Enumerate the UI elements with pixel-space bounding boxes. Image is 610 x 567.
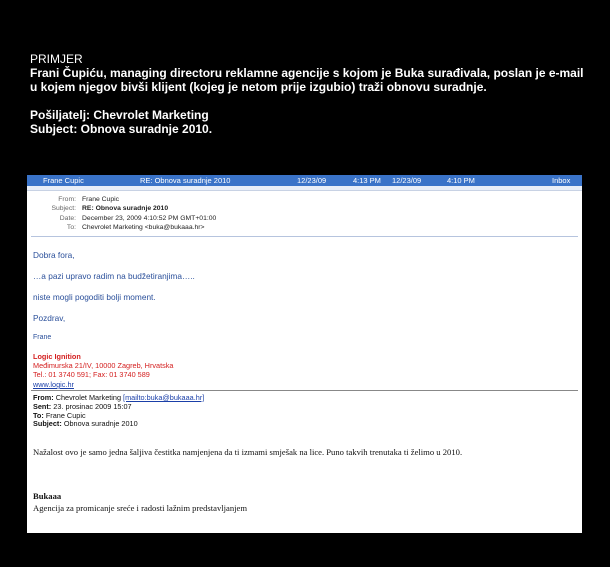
intro-subject: Subject: Obnova suradnje 2010. — [30, 122, 213, 136]
header-subject — [27, 204, 582, 213]
intro-gap — [30, 94, 600, 108]
reply-line-1: …a pazi upravo radim na budžetiranjima….. — [33, 271, 195, 281]
pane-divider[interactable] — [27, 186, 582, 191]
intro-line-1: Frani Čupiću, managing directoru reklamne agencije s kojom je Buka surađivala, poslan je e-mail — [30, 66, 584, 80]
fwd-from-label: From: — [33, 393, 54, 402]
fwd-sent-value: 23. prosinac 2009 15:07 — [53, 401, 132, 411]
message-list-row[interactable] — [27, 175, 582, 186]
fwd-sig-desc: Agencija za promicanje sreće i radosti lažnim predstavljanjem — [33, 503, 248, 513]
header-to-value[interactable]: Chevrolet Marketing <buka@bukaaa.hr> — [82, 223, 205, 231]
fwd-sig-name: Bukaaa — [33, 491, 62, 501]
fwd-to-value: Frane Cupic — [45, 410, 86, 420]
header-rule — [31, 236, 578, 237]
message-from: Frane Cupic — [43, 176, 84, 185]
message-headers — [27, 195, 582, 232]
header-to-label: To: — [66, 223, 76, 231]
intro-sender: Pošiljatelj: Chevrolet Marketing — [30, 108, 209, 122]
company-signature — [33, 353, 173, 379]
fwd-to-label: To: — [33, 410, 44, 420]
reply-closing: Pozdrav, — [33, 313, 66, 323]
fwd-body: Nažalost ovo je samo jedna šaljiva čestitka namjenjena da ti izmami smješak na lice. Puno takvih trenutaka ti želimo u 2010. — [33, 447, 463, 457]
fwd-subject-label: Subject: — [33, 419, 62, 429]
intro-text — [30, 52, 600, 136]
header-from — [27, 195, 582, 204]
header-to — [27, 223, 582, 232]
message-date-sent: 12/23/09 — [297, 176, 327, 185]
message-date-received: 12/23/09 — [392, 176, 422, 185]
quote-separator — [31, 390, 578, 391]
header-date-value: December 23, 2009 4:10:52 PM GMT+01:00 — [82, 214, 217, 222]
company-phone: Tel.: 01 3740 591; Fax: 01 3740 589 — [33, 369, 150, 379]
message-time-sent: 4:13 PM — [353, 176, 381, 185]
company-name: Logic Ignition — [33, 352, 81, 361]
header-subject-value: RE: Obnova suradnje 2010 — [82, 205, 169, 213]
fwd-mailto-link[interactable]: [mailto:buka@bukaaa.hr] — [123, 393, 205, 402]
forwarded-headers — [33, 394, 204, 429]
header-date — [27, 214, 582, 223]
header-date-label: Date: — [59, 214, 76, 222]
email-window — [27, 175, 582, 533]
intro-line-2: u kojem njegov bivši klijent (kojeg je netom prije izgubio) traži obnovu suradnje. — [30, 80, 487, 94]
fwd-from-name: Chevrolet Marketing — [55, 393, 122, 402]
fwd-subject-value: Obnova suradnje 2010 — [63, 419, 138, 429]
reply-signature: Frane — [33, 334, 52, 341]
reply-line-2: niste mogli pogoditi bolji moment. — [33, 292, 156, 302]
fwd-subject — [33, 420, 204, 429]
message-subject: RE: Obnova suradnje 2010 — [140, 176, 231, 185]
company-website-link[interactable]: www.logic.hr — [33, 380, 74, 389]
header-from-label: From: — [58, 196, 76, 203]
header-from-value[interactable]: Frane Cupic — [82, 196, 120, 203]
intro-label: PRIMJER — [30, 52, 83, 66]
reply-greeting: Dobra fora, — [33, 250, 75, 260]
header-subject-label: Subject: — [51, 205, 76, 213]
message-mailbox: Inbox — [552, 176, 571, 185]
message-time-received: 4:10 PM — [447, 176, 475, 185]
fwd-sent-label: Sent: — [33, 401, 52, 411]
company-address: Međimurska 21/IV, 10000 Zagreb, Hrvatska — [33, 360, 174, 370]
